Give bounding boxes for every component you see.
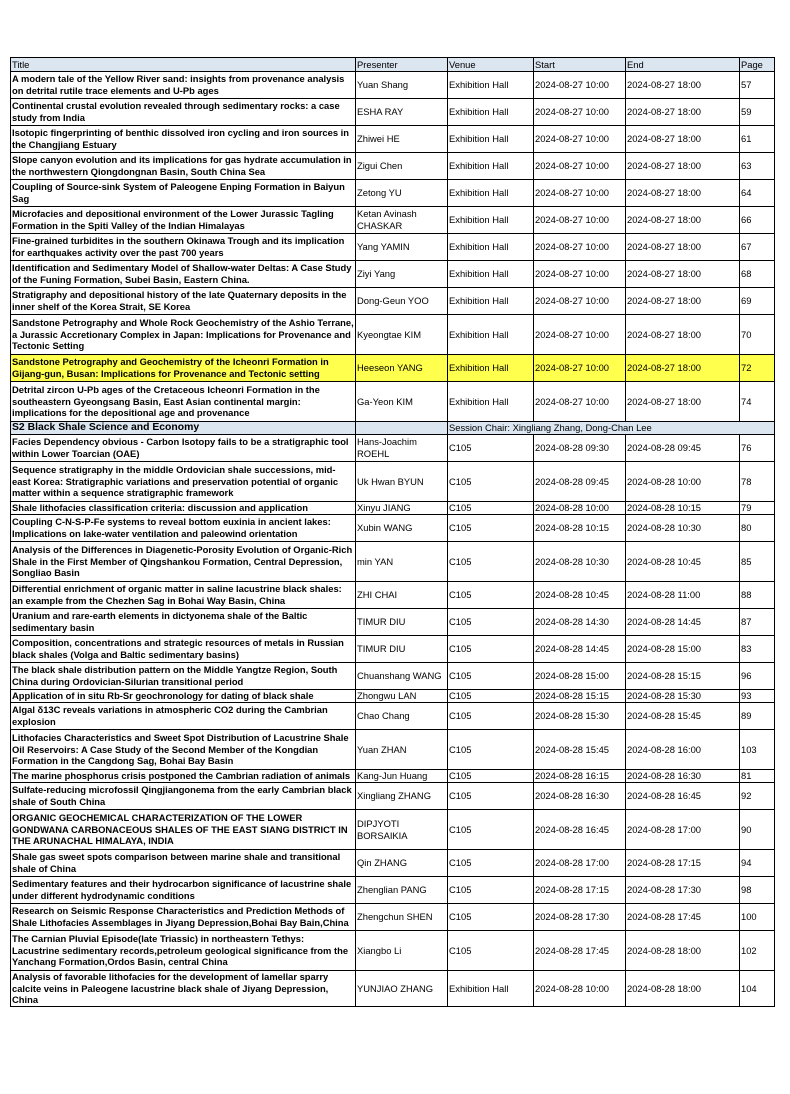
table-row (11, 810, 775, 850)
cell-page: 66 (740, 207, 775, 234)
cell-presenter: Hans-Joachim ROEHL (356, 435, 448, 462)
cell-venue: C105 (448, 730, 534, 770)
cell-start: 2024-08-27 10:00 (534, 288, 626, 315)
cell-start: 2024-08-27 10:00 (534, 126, 626, 153)
cell-page: 79 (740, 502, 775, 515)
cell-start: 2024-08-27 10:00 (534, 261, 626, 288)
cell-page: 96 (740, 663, 775, 690)
table-row (11, 904, 775, 931)
cell-start: 2024-08-27 10:00 (534, 234, 626, 261)
cell-start: 2024-08-27 10:00 (534, 355, 626, 382)
cell-end: 2024-08-28 17:30 (626, 877, 740, 904)
cell-page: 81 (740, 770, 775, 783)
cell-venue: Exhibition Hall (448, 153, 534, 180)
cell-presenter: Kang-Jun Huang (356, 770, 448, 783)
cell-start: 2024-08-28 16:15 (534, 770, 626, 783)
cell-end: 2024-08-27 18:00 (626, 72, 740, 99)
cell-presenter: Ketan Avinash CHASKAR (356, 207, 448, 234)
cell-start: 2024-08-28 17:45 (534, 931, 626, 971)
cell-page: 100 (740, 904, 775, 931)
cell-venue: C105 (448, 435, 534, 462)
cell-end: 2024-08-28 17:00 (626, 810, 740, 850)
cell-end: 2024-08-27 18:00 (626, 355, 740, 382)
cell-start: 2024-08-27 10:00 (534, 382, 626, 422)
cell-page: 98 (740, 877, 775, 904)
cell-end: 2024-08-28 10:15 (626, 502, 740, 515)
cell-presenter: Xinyu JIANG (356, 502, 448, 515)
schedule-table (10, 57, 775, 1007)
cell-page: 83 (740, 636, 775, 663)
table-row (11, 690, 775, 703)
cell-title: Sandstone Petrography and Geochemistry of the Icheonri Formation in Gijang-gun, Busan: Implications for Provenance and Tectonic setting (11, 355, 356, 382)
cell-title: Sandstone Petrography and Whole Rock Geochemistry of the Ashio Terrane, a Jurassic Accretionary Complex in Japan: Implications for Provenance and Tectonic Setting (11, 315, 356, 355)
cell-page: 93 (740, 690, 775, 703)
cell-venue: C105 (448, 609, 534, 636)
cell-presenter: Zigui Chen (356, 153, 448, 180)
cell-presenter: Chao Chang (356, 703, 448, 730)
cell-venue: Exhibition Hall (448, 288, 534, 315)
cell-page: 90 (740, 810, 775, 850)
cell-title: Identification and Sedimentary Model of Shallow-water Deltas: A Case Study of the Funing Formation, Subei Basin, Eastern China. (11, 261, 356, 288)
cell-start: 2024-08-27 10:00 (534, 180, 626, 207)
cell-end: 2024-08-28 15:45 (626, 703, 740, 730)
cell-page: 88 (740, 582, 775, 609)
table-row (11, 582, 775, 609)
cell-start: 2024-08-28 10:00 (534, 971, 626, 1007)
cell-title: Microfacies and depositional environment of the Lower Jurassic Tagling Formation in the Spiti Valley of the Indian Himalayas (11, 207, 356, 234)
cell-presenter: Zetong YU (356, 180, 448, 207)
cell-presenter: Ziyi Yang (356, 261, 448, 288)
table-row (11, 877, 775, 904)
cell-start: 2024-08-28 15:15 (534, 690, 626, 703)
cell-venue: C105 (448, 690, 534, 703)
cell-title: Facies Dependency obvious - Carbon Isotopy fails to be a stratigraphic tool within Lower Toarcian (OAE) (11, 435, 356, 462)
cell-page: 74 (740, 382, 775, 422)
cell-page: 57 (740, 72, 775, 99)
column-header-start: Start (534, 58, 626, 72)
session-chair: Session Chair: Xingliang Zhang, Dong-Chan Lee (448, 422, 775, 435)
cell-title: Slope canyon evolution and its implications for gas hydrate accumulation in the northwestern Qiongdongnan Basin, South China Sea (11, 153, 356, 180)
cell-venue: Exhibition Hall (448, 207, 534, 234)
table-row (11, 126, 775, 153)
cell-presenter: Zhenglian PANG (356, 877, 448, 904)
cell-start: 2024-08-28 15:45 (534, 730, 626, 770)
table-row (11, 971, 775, 1007)
cell-page: 80 (740, 515, 775, 542)
table-row-highlighted (11, 355, 775, 382)
cell-start: 2024-08-28 17:15 (534, 877, 626, 904)
cell-venue: C105 (448, 515, 534, 542)
cell-venue: C105 (448, 462, 534, 502)
cell-page: 94 (740, 850, 775, 877)
cell-presenter: ESHA RAY (356, 99, 448, 126)
cell-end: 2024-08-28 15:15 (626, 663, 740, 690)
cell-title: Uranium and rare-earth elements in dictyonema shale of the Baltic sedimentary basin (11, 609, 356, 636)
column-header-title: Title (11, 58, 356, 72)
cell-presenter: DIPJYOTI BORSAIKIA (356, 810, 448, 850)
cell-title: Isotopic fingerprinting of benthic dissolved iron cycling and iron sources in the Changjiang Estuary (11, 126, 356, 153)
cell-title: Composition, concentrations and strategic resources of metals in Russian black shales (Volga and Baltic sedimentary basins) (11, 636, 356, 663)
column-header-venue: Venue (448, 58, 534, 72)
cell-title: Sequence stratigraphy in the middle Ordovician shale successions, mid-east Korea: Stratigraphic variations and preservation potential of organic matter within a sequence stratigraphic framework (11, 462, 356, 502)
cell-presenter: Kyeongtae KIM (356, 315, 448, 355)
column-header-end: End (626, 58, 740, 72)
cell-end: 2024-08-28 10:45 (626, 542, 740, 582)
cell-page: 92 (740, 783, 775, 810)
cell-title: Algal δ13C reveals variations in atmospheric CO2 during the Cambrian explosion (11, 703, 356, 730)
cell-end: 2024-08-28 16:45 (626, 783, 740, 810)
cell-presenter: TIMUR DIU (356, 636, 448, 663)
cell-venue: C105 (448, 783, 534, 810)
table-row (11, 609, 775, 636)
table-row (11, 502, 775, 515)
cell-title: Differential enrichment of organic matter in saline lacustrine black shales: an example from the Chezhen Sag in Bohai Way Basin, China (11, 582, 356, 609)
cell-start: 2024-08-27 10:00 (534, 72, 626, 99)
table-row (11, 435, 775, 462)
cell-venue: Exhibition Hall (448, 180, 534, 207)
table-row (11, 234, 775, 261)
cell-start: 2024-08-28 14:30 (534, 609, 626, 636)
cell-venue: Exhibition Hall (448, 234, 534, 261)
cell-title: Analysis of favorable lithofacies for the development of lamellar sparry calcite veins in Paleogene lacustrine black shale of Jiyang Depression, China (11, 971, 356, 1007)
cell-end: 2024-08-27 18:00 (626, 261, 740, 288)
cell-start: 2024-08-28 15:00 (534, 663, 626, 690)
cell-title: Coupling of Source-sink System of Paleogene Enping Formation in Baiyun Sag (11, 180, 356, 207)
cell-title: Research on Seismic Response Characteristics and Prediction Methods of Shale Lithofacies Assemblages in Jiyang Depression,Bohai Bay Bain,China (11, 904, 356, 931)
cell-presenter: Qin ZHANG (356, 850, 448, 877)
column-header-presenter: Presenter (356, 58, 448, 72)
table-row (11, 72, 775, 99)
cell-end: 2024-08-28 14:45 (626, 609, 740, 636)
cell-title: Fine-grained turbidites in the southern Okinawa Trough and its implication for earthquakes activity over the past 700 years (11, 234, 356, 261)
table-row (11, 931, 775, 971)
cell-start: 2024-08-28 09:45 (534, 462, 626, 502)
cell-end: 2024-08-28 10:30 (626, 515, 740, 542)
cell-presenter: Zhongwu LAN (356, 690, 448, 703)
cell-title: Analysis of the Differences in Diagenetic-Porosity Evolution of Organic-Rich Shale in the First Member of Qingshankou Formation, Central Depression, Songliao Basin (11, 542, 356, 582)
session-header-row (11, 422, 775, 435)
cell-presenter: Zhengchun SHEN (356, 904, 448, 931)
cell-page: 67 (740, 234, 775, 261)
cell-start: 2024-08-28 10:30 (534, 542, 626, 582)
cell-title: Continental crustal evolution revealed through sedimentary rocks: a case study from India (11, 99, 356, 126)
cell-venue: Exhibition Hall (448, 99, 534, 126)
table-row (11, 850, 775, 877)
cell-end: 2024-08-28 15:30 (626, 690, 740, 703)
cell-end: 2024-08-28 09:45 (626, 435, 740, 462)
cell-venue: C105 (448, 810, 534, 850)
cell-page: 104 (740, 971, 775, 1007)
cell-title: ORGANIC GEOCHEMICAL CHARACTERIZATION OF THE LOWER GONDWANA CARBONACEOUS SHALES OF THE EAST SIANG DISTRICT IN THE ARUNACHAL HIMALAYA, INDIA (11, 810, 356, 850)
cell-title: The Carnian Pluvial Episode(late Triassic) in northeastern Tethys: Lacustrine sedimentary records,petroleum geological significance from the Yanchang Formation,Ordos Basin, central China (11, 931, 356, 971)
cell-venue: Exhibition Hall (448, 72, 534, 99)
cell-presenter: Ga-Yeon KIM (356, 382, 448, 422)
cell-venue: C105 (448, 663, 534, 690)
cell-venue: Exhibition Hall (448, 971, 534, 1007)
cell-venue: Exhibition Hall (448, 126, 534, 153)
table-row (11, 663, 775, 690)
cell-venue: C105 (448, 850, 534, 877)
table-row (11, 261, 775, 288)
cell-page: 70 (740, 315, 775, 355)
cell-venue: Exhibition Hall (448, 261, 534, 288)
column-header-page: Page (740, 58, 775, 72)
cell-page: 68 (740, 261, 775, 288)
cell-start: 2024-08-28 09:30 (534, 435, 626, 462)
table-row (11, 515, 775, 542)
cell-title: Stratigraphy and depositional history of the late Quaternary deposits in the inner shelf of the Korea Strait, SE Korea (11, 288, 356, 315)
cell-presenter: Chuanshang WANG (356, 663, 448, 690)
cell-start: 2024-08-27 10:00 (534, 207, 626, 234)
cell-page: 72 (740, 355, 775, 382)
cell-end: 2024-08-27 18:00 (626, 207, 740, 234)
cell-title: Shale lithofacies classification criteria: discussion and application (11, 502, 356, 515)
session-blank-cell (356, 422, 448, 435)
cell-end: 2024-08-28 16:00 (626, 730, 740, 770)
cell-title: The black shale distribution pattern on the Middle Yangtze Region, South China during Ordovician-Silurian transitional period (11, 663, 356, 690)
table-row (11, 315, 775, 355)
table-row (11, 770, 775, 783)
cell-title: Lithofacies Characteristics and Sweet Spot Distribution of Lacustrine Shale Oil Reservoirs: A Case Study of the Second Member of the Kongdian Formation in the Cangdong Sag, Bohai Bay Basin (11, 730, 356, 770)
cell-end: 2024-08-27 18:00 (626, 288, 740, 315)
cell-presenter: min YAN (356, 542, 448, 582)
cell-end: 2024-08-27 18:00 (626, 382, 740, 422)
table-row (11, 99, 775, 126)
cell-venue: Exhibition Hall (448, 382, 534, 422)
cell-page: 59 (740, 99, 775, 126)
cell-page: 89 (740, 703, 775, 730)
cell-page: 61 (740, 126, 775, 153)
cell-end: 2024-08-28 17:15 (626, 850, 740, 877)
cell-presenter: YUNJIAO ZHANG (356, 971, 448, 1007)
cell-start: 2024-08-28 16:30 (534, 783, 626, 810)
cell-end: 2024-08-28 18:00 (626, 931, 740, 971)
cell-page: 87 (740, 609, 775, 636)
cell-page: 76 (740, 435, 775, 462)
cell-presenter: Heeseon YANG (356, 355, 448, 382)
cell-presenter: ZHI CHAI (356, 582, 448, 609)
cell-title: A modern tale of the Yellow River sand: insights from provenance analysis on detrital rutile trace elements and U-Pb ages (11, 72, 356, 99)
cell-presenter: Yang YAMIN (356, 234, 448, 261)
cell-start: 2024-08-28 15:30 (534, 703, 626, 730)
cell-start: 2024-08-27 10:00 (534, 99, 626, 126)
cell-end: 2024-08-27 18:00 (626, 126, 740, 153)
cell-venue: C105 (448, 877, 534, 904)
cell-start: 2024-08-28 16:45 (534, 810, 626, 850)
schedule-body (11, 58, 775, 1007)
cell-start: 2024-08-28 17:30 (534, 904, 626, 931)
cell-presenter: Dong-Geun YOO (356, 288, 448, 315)
cell-presenter: Zhiwei HE (356, 126, 448, 153)
table-row (11, 462, 775, 502)
cell-end: 2024-08-28 15:00 (626, 636, 740, 663)
cell-end: 2024-08-27 18:00 (626, 99, 740, 126)
cell-title: Coupling C-N-S-P-Fe systems to reveal bottom euxinia in ancient lakes: Implications on lake-water ventilation and paleowind orientation (11, 515, 356, 542)
cell-venue: Exhibition Hall (448, 315, 534, 355)
cell-title: Application of in situ Rb-Sr geochronology for dating of black shale (11, 690, 356, 703)
cell-end: 2024-08-27 18:00 (626, 180, 740, 207)
cell-end: 2024-08-28 18:00 (626, 971, 740, 1007)
cell-venue: C105 (448, 542, 534, 582)
cell-end: 2024-08-28 10:00 (626, 462, 740, 502)
table-row (11, 703, 775, 730)
table-row (11, 207, 775, 234)
cell-venue: C105 (448, 502, 534, 515)
cell-presenter: TIMUR DIU (356, 609, 448, 636)
cell-page: 69 (740, 288, 775, 315)
cell-presenter: Yuan ZHAN (356, 730, 448, 770)
cell-venue: C105 (448, 582, 534, 609)
cell-end: 2024-08-28 17:45 (626, 904, 740, 931)
cell-start: 2024-08-27 10:00 (534, 315, 626, 355)
cell-end: 2024-08-28 11:00 (626, 582, 740, 609)
cell-venue: C105 (448, 636, 534, 663)
cell-page: 85 (740, 542, 775, 582)
cell-page: 63 (740, 153, 775, 180)
cell-page: 64 (740, 180, 775, 207)
session-title: S2 Black Shale Science and Economy (11, 422, 356, 435)
cell-start: 2024-08-27 10:00 (534, 153, 626, 180)
table-row (11, 783, 775, 810)
cell-venue: C105 (448, 770, 534, 783)
cell-page: 78 (740, 462, 775, 502)
table-row (11, 730, 775, 770)
cell-end: 2024-08-27 18:00 (626, 234, 740, 261)
table-row (11, 542, 775, 582)
cell-start: 2024-08-28 10:00 (534, 502, 626, 515)
cell-title: Shale gas sweet spots comparison between marine shale and transitional shale of China (11, 850, 356, 877)
cell-presenter: Uk Hwan BYUN (356, 462, 448, 502)
cell-page: 102 (740, 931, 775, 971)
cell-presenter: Xiangbo Li (356, 931, 448, 971)
cell-start: 2024-08-28 17:00 (534, 850, 626, 877)
cell-title: The marine phosphorus crisis postponed the Cambrian radiation of animals (11, 770, 356, 783)
cell-presenter: Yuan Shang (356, 72, 448, 99)
cell-title: Sedimentary features and their hydrocarbon significance of lacustrine shale under different hydrodynamic conditions (11, 877, 356, 904)
cell-venue: C105 (448, 904, 534, 931)
header-row (11, 58, 775, 72)
cell-venue: C105 (448, 703, 534, 730)
cell-start: 2024-08-28 14:45 (534, 636, 626, 663)
cell-presenter: Xubin WANG (356, 515, 448, 542)
cell-title: Sulfate-reducing microfossil Qingjiangonema from the early Cambrian black shale of South China (11, 783, 356, 810)
table-row (11, 382, 775, 422)
cell-end: 2024-08-27 18:00 (626, 153, 740, 180)
cell-start: 2024-08-28 10:15 (534, 515, 626, 542)
table-row (11, 636, 775, 663)
cell-presenter: Xingliang ZHANG (356, 783, 448, 810)
table-row (11, 288, 775, 315)
cell-title: Detrital zircon U-Pb ages of the Cretaceous Icheonri Formation in the southeastern Gyeongsang Basin, East Asian continental margin: implications for the depositional age and provenance (11, 382, 356, 422)
cell-venue: C105 (448, 931, 534, 971)
cell-end: 2024-08-28 16:30 (626, 770, 740, 783)
cell-venue: Exhibition Hall (448, 355, 534, 382)
cell-end: 2024-08-27 18:00 (626, 315, 740, 355)
cell-page: 103 (740, 730, 775, 770)
table-row (11, 153, 775, 180)
table-row (11, 180, 775, 207)
cell-start: 2024-08-28 10:45 (534, 582, 626, 609)
